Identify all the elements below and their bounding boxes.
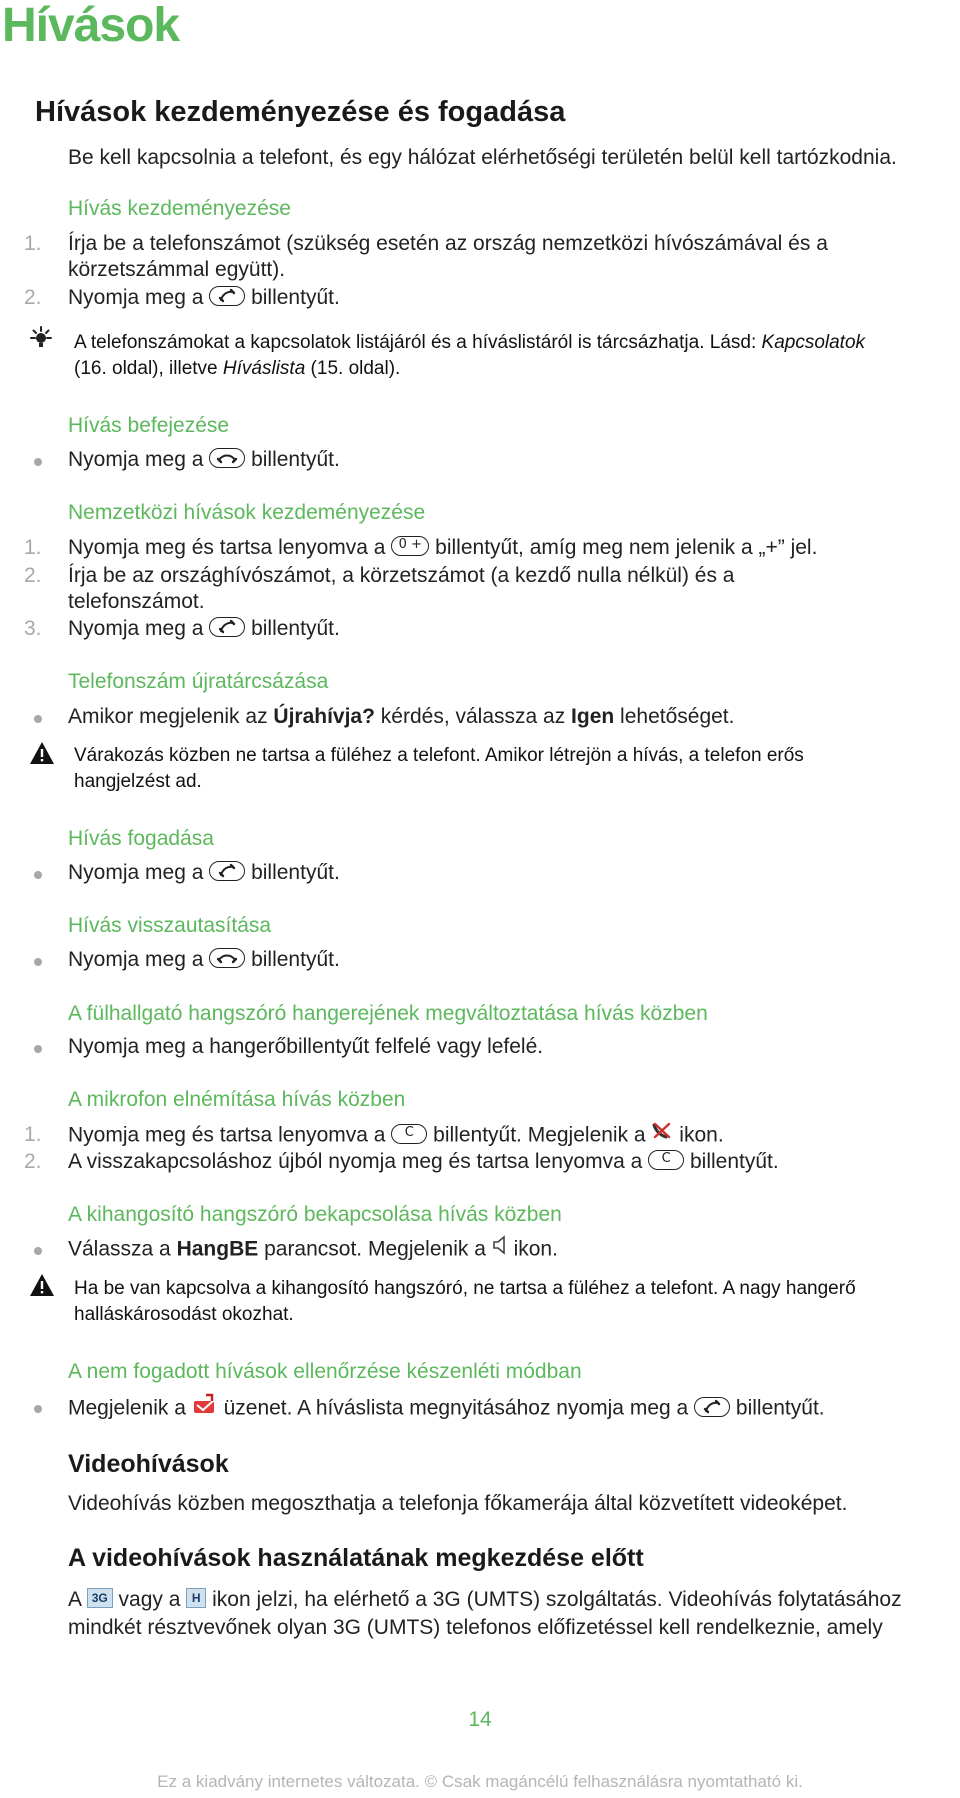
body-text: ikon jelzi, ha elérhető a 3G (UMTS) szolgáltatás. Videohívás folytatásához xyxy=(212,1588,902,1611)
heading-answer-call: Hívás fogadása xyxy=(68,827,214,850)
step-text: Nyomja meg és tartsa lenyomva a xyxy=(68,1123,386,1147)
bullet-text: Megjelenik a xyxy=(68,1396,186,1420)
bullet xyxy=(34,715,42,723)
bullet-text: billentyűt. xyxy=(251,948,340,971)
video-intro-text: Videohívás közben megoszthatja a telefonja főkamerája által közvetített videoképet. xyxy=(68,1492,848,1515)
tip-text: A telefonszámokat a kapcsolatok listájáról és a híváslistáról is tárcsázhatja. Lásd: xyxy=(74,332,762,353)
heading-missed-calls: A nem fogadott hívások ellenőrzése készenléti módban xyxy=(68,1360,582,1383)
end-key-icon xyxy=(209,448,245,468)
bullet xyxy=(34,958,42,966)
mute-step1 xyxy=(68,1123,724,1149)
bullet xyxy=(34,458,42,466)
c-key-icon: C xyxy=(648,1150,684,1170)
tip-text: (15. oldal). xyxy=(305,358,401,379)
warning-icon xyxy=(29,1273,55,1302)
zero-plus-key-icon: 0 + xyxy=(391,536,429,556)
call-key-icon xyxy=(694,1397,730,1417)
intl-step2-line1: Írja be az országhívószámot, a körzetszámot (a kezdő nulla nélkül) és a xyxy=(68,564,735,587)
intl-step3 xyxy=(68,617,340,641)
bullet-text: billentyűt. xyxy=(251,448,340,471)
end-key-icon xyxy=(209,948,245,968)
call-key-icon xyxy=(209,286,245,306)
yes-option: Igen xyxy=(571,705,615,728)
bullet-text: parancsot. Megjelenik a xyxy=(258,1237,486,1261)
speaker-on-command: HangBE xyxy=(176,1237,259,1261)
answer-bullet xyxy=(68,861,340,885)
muted-microphone-icon xyxy=(651,1121,673,1147)
tip-line1 xyxy=(74,332,865,354)
redial-bullet xyxy=(68,705,734,729)
section-title-calls: Hívások kezdeményezése és fogadása xyxy=(35,96,566,128)
step-number: 2. xyxy=(24,1150,42,1173)
make-call-step1-line1: Írja be a telefonszámot (szükség esetén az ország nemzetközi hívószámával és a xyxy=(68,232,828,255)
bullet-text: Nyomja meg a xyxy=(68,861,204,884)
bullet-text: billentyűt. xyxy=(251,861,340,884)
step-number: 3. xyxy=(24,617,42,640)
body-text: A xyxy=(68,1588,81,1611)
step-text: Nyomja meg a xyxy=(68,286,204,309)
end-call-bullet xyxy=(68,448,340,472)
heading-international-calls: Nemzetközi hívások kezdeményezése xyxy=(68,501,426,524)
heading-speaker: A kihangosító hangszóró bekapcsolása hívás közben xyxy=(68,1203,562,1226)
intl-step1 xyxy=(68,536,817,560)
chapter-title: Hívások xyxy=(2,0,180,52)
step-text: ikon. xyxy=(679,1123,724,1147)
step-text: billentyűt. Megjelenik a xyxy=(433,1123,646,1147)
missed-call-icon xyxy=(192,1393,218,1421)
intro-text: Be kell kapcsolnia a telefont, és egy hálózat elérhetőségi területén belül kell tartózkodnia. xyxy=(68,146,897,169)
heading-volume: A fülhallgató hangszóró hangerejének megváltoztatása hívás közben xyxy=(68,1002,708,1025)
bullet-text: Amikor megjelenik az xyxy=(68,705,274,728)
c-key-icon: C xyxy=(391,1124,427,1144)
bullet-text: ikon. xyxy=(513,1237,558,1261)
redial-warning-line2: hangjelzést ad. xyxy=(74,771,202,792)
call-key-icon xyxy=(209,617,245,637)
redial-prompt: Újrahívja? xyxy=(273,705,375,728)
tip-line2 xyxy=(74,358,400,380)
link-call-list[interactable]: Híváslista xyxy=(222,358,306,379)
speaker-warning-line1: Ha be van kapcsolva a kihangosító hangszóró, ne tartsa a füléhez a telefont. A nagy hangerő xyxy=(74,1278,856,1299)
step-text: billentyűt. xyxy=(251,286,340,309)
bullet-text: Nyomja meg a xyxy=(68,948,204,971)
3g-icon: 3G xyxy=(87,1588,113,1608)
call-key-icon xyxy=(209,861,245,881)
redial-warning-line1: Várakozás közben ne tartsa a füléhez a telefont. Amikor létrejön a hívás, a telefon erős xyxy=(74,745,804,766)
speaker-bullet xyxy=(68,1237,558,1263)
link-contacts[interactable]: Kapcsolatok xyxy=(761,332,866,353)
step-number: 1. xyxy=(24,232,42,255)
reject-bullet xyxy=(68,948,340,972)
page-number: 14 xyxy=(468,1708,492,1731)
video-start-line1 xyxy=(68,1588,902,1612)
volume-bullet: Nyomja meg a hangerőbillentyűt felfelé vagy lefelé. xyxy=(68,1035,544,1058)
bullet-text: lehetőséget. xyxy=(614,705,735,728)
make-call-step2 xyxy=(68,286,340,310)
step-text: billentyűt, amíg meg nem jelenik a „+” jel. xyxy=(435,536,818,559)
bullet xyxy=(34,1405,42,1413)
step-text: A visszakapcsoláshoz újból nyomja meg és tartsa lenyomva a xyxy=(68,1150,643,1173)
step-number: 2. xyxy=(24,564,42,587)
heading-mute: A mikrofon elnémítása hívás közben xyxy=(68,1088,406,1111)
hsdpa-icon: H xyxy=(186,1588,206,1608)
warning-icon xyxy=(29,741,55,770)
intl-step2-line2: telefonszámot. xyxy=(68,590,205,613)
footer-text: Ez a kiadvány internetes változata. © Csak magáncélú felhasználásra nyomtatható ki. xyxy=(157,1772,803,1791)
bullet-text: billentyűt. xyxy=(735,1396,825,1420)
video-start-line2: mindkét résztvevőnek olyan 3G (UMTS) telefonos előfizetéssel kell rendelkeznie, amely xyxy=(68,1616,883,1639)
step-text: billentyűt. xyxy=(251,617,340,640)
heading-make-call: Hívás kezdeményezése xyxy=(68,197,291,220)
bullet xyxy=(34,871,42,879)
bullet xyxy=(34,1247,42,1255)
bullet-text: kérdés, válassza az xyxy=(374,705,572,728)
speaker-warning-line2: halláskárosodást okozhat. xyxy=(74,1304,294,1325)
make-call-step1-line2: körzetszámmal együtt). xyxy=(68,258,286,281)
step-text: billentyűt. xyxy=(689,1150,779,1173)
mute-step2 xyxy=(68,1150,779,1174)
bullet-text: üzenet. A híváslista megnyitásához nyomja meg a xyxy=(223,1396,689,1420)
section-title-video-calls: Videohívások xyxy=(68,1450,229,1478)
section-title-video-start: A videohívások használatának megkezdése előtt xyxy=(68,1544,644,1572)
bullet xyxy=(34,1045,42,1053)
speaker-icon xyxy=(492,1235,508,1261)
bullet-text: Nyomja meg a xyxy=(68,448,204,471)
heading-redial: Telefonszám újratárcsázása xyxy=(68,670,329,693)
heading-end-call: Hívás befejezése xyxy=(68,414,230,437)
step-number: 2. xyxy=(24,286,42,309)
lightbulb-icon xyxy=(28,325,54,356)
step-number: 1. xyxy=(24,536,42,559)
step-text: Nyomja meg és tartsa lenyomva a xyxy=(68,536,386,559)
tip-text: (16. oldal), illetve xyxy=(74,358,223,379)
body-text: vagy a xyxy=(118,1588,181,1611)
bullet-text: Válassza a xyxy=(68,1237,177,1261)
heading-reject-call: Hívás visszautasítása xyxy=(68,914,272,937)
missed-bullet xyxy=(68,1395,825,1423)
step-text: Nyomja meg a xyxy=(68,617,204,640)
step-number: 1. xyxy=(24,1123,42,1146)
